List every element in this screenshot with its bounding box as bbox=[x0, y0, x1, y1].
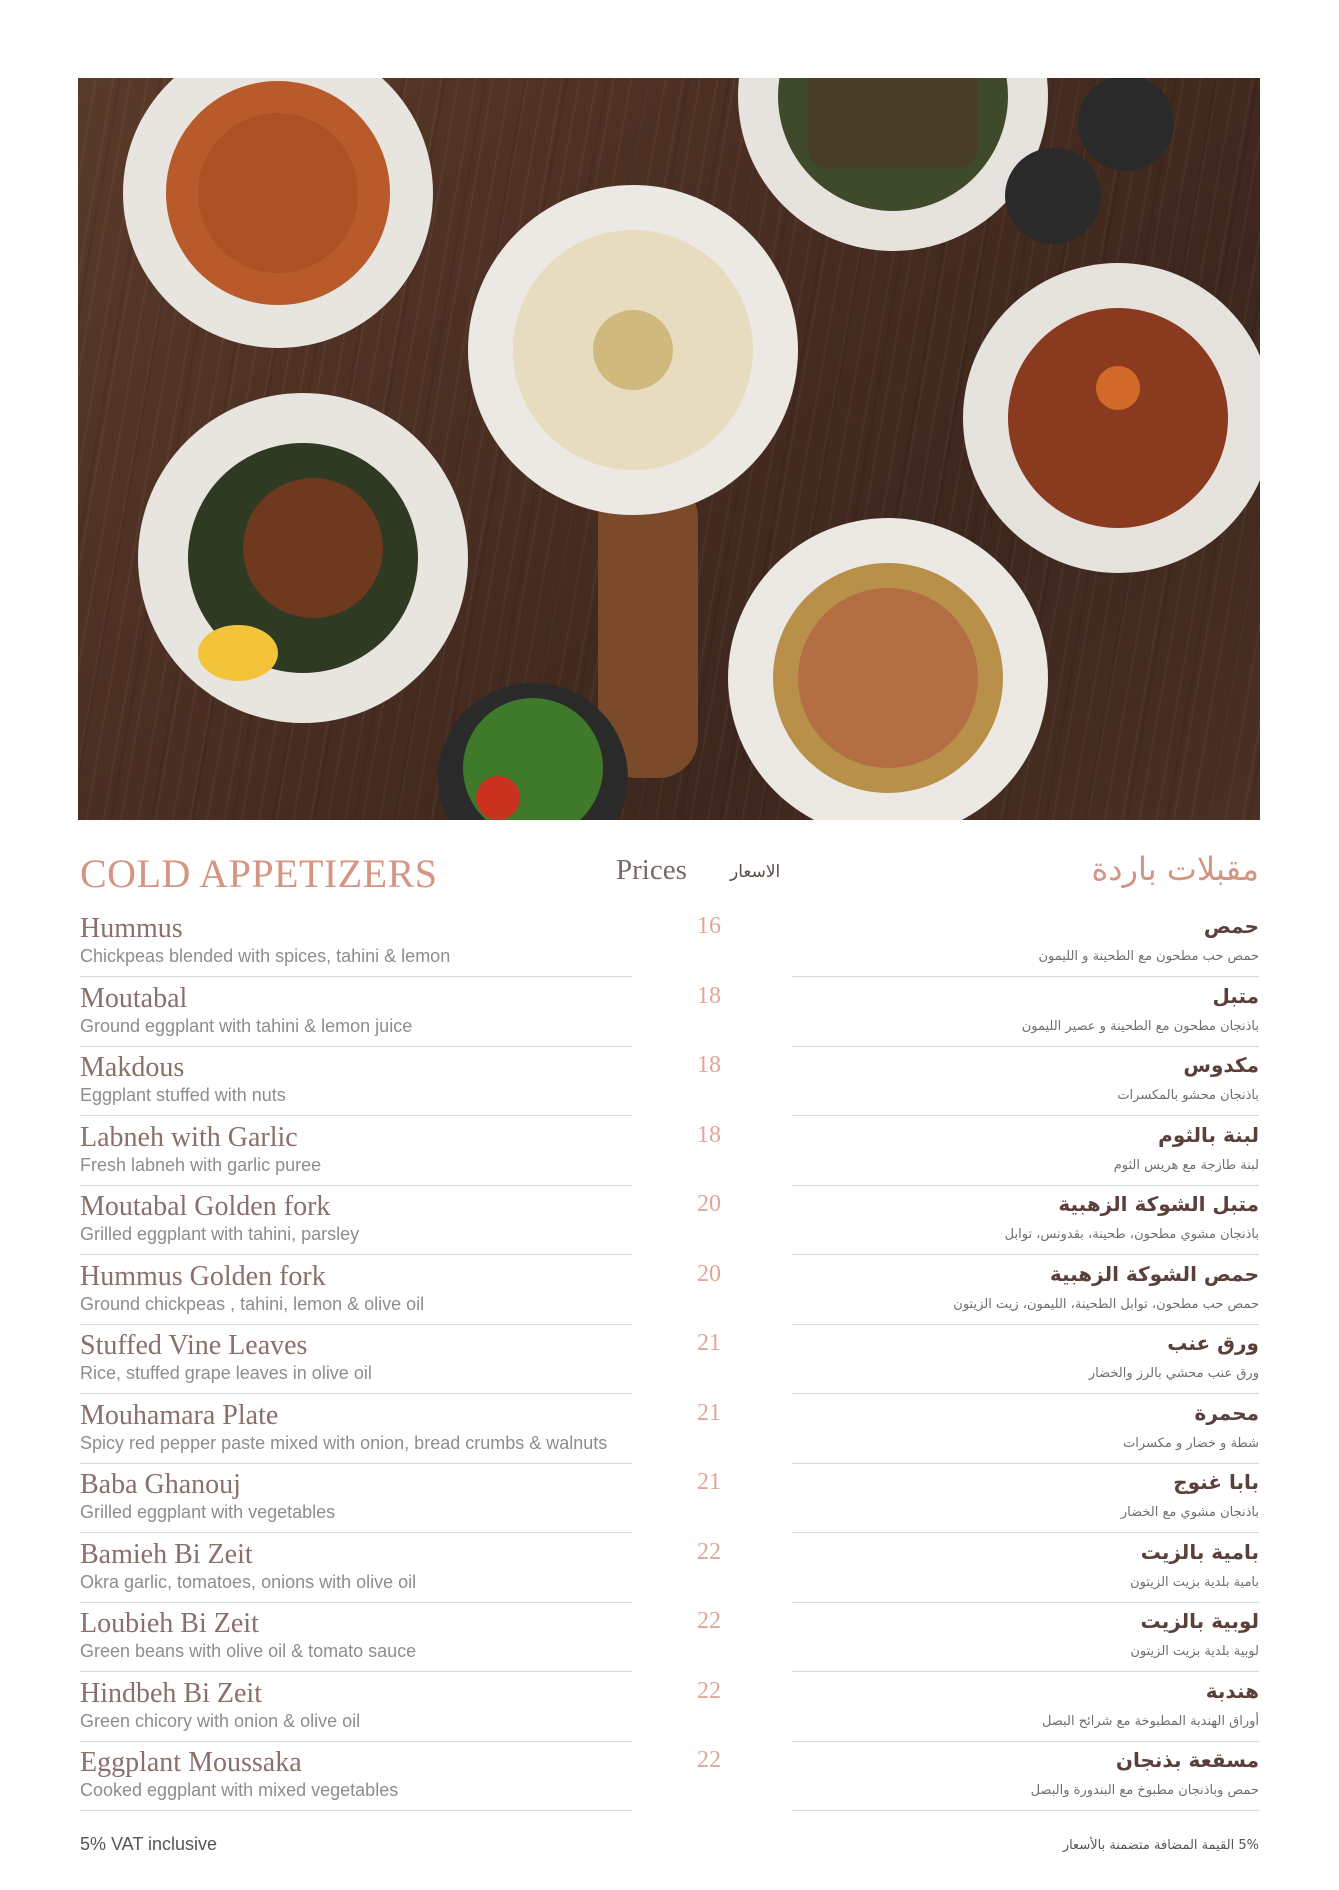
divider bbox=[792, 1115, 1259, 1116]
item-price: 21 bbox=[697, 1469, 721, 1495]
menu-item bbox=[0, 1191, 1339, 1261]
divider bbox=[792, 1741, 1259, 1742]
divider bbox=[80, 1254, 632, 1255]
item-name-ar: لبنة بالثوم bbox=[1158, 1122, 1259, 1147]
item-name-en: Labneh with Garlic bbox=[80, 1121, 298, 1153]
divider bbox=[80, 1463, 632, 1464]
item-price: 18 bbox=[697, 982, 721, 1009]
divider bbox=[80, 1741, 632, 1742]
item-name-en: Mouhamara Plate bbox=[80, 1399, 279, 1431]
item-price: 20 bbox=[697, 1191, 721, 1217]
divider bbox=[80, 976, 632, 977]
item-name-ar: هندبة bbox=[1205, 1678, 1259, 1703]
item-description-ar: باذنجان مشوي مع الخضار bbox=[1120, 1505, 1259, 1520]
item-description-ar: باذنجان مشوي مطحون، طحينة، بقدونس، توابل bbox=[1004, 1227, 1259, 1242]
item-name-ar: حمص الشوكة الزهبية bbox=[1049, 1261, 1259, 1286]
divider bbox=[80, 1671, 632, 1672]
item-description-en: Green chicory with onion & olive oil bbox=[80, 1710, 361, 1731]
item-name-ar: متبل الشوكة الزهبية bbox=[1058, 1192, 1259, 1216]
item-description-ar: لوبية بلدية بزيت الزيتون bbox=[1130, 1644, 1259, 1659]
item-description-ar: ورق عنب محشي بالرز والخضار bbox=[1088, 1366, 1259, 1381]
item-name-en: Hummus bbox=[80, 913, 183, 944]
item-name-ar: لوبية بالزيت bbox=[1140, 1609, 1259, 1633]
prices-label-ar: الاسعار bbox=[730, 862, 781, 882]
menu-item bbox=[0, 1747, 1339, 1817]
divider bbox=[792, 1185, 1259, 1186]
divider bbox=[792, 1602, 1259, 1603]
menu-item bbox=[0, 1400, 1339, 1470]
menu-item bbox=[0, 1052, 1339, 1122]
divider bbox=[792, 1532, 1259, 1533]
divider bbox=[792, 1810, 1259, 1811]
menu-item bbox=[0, 1330, 1339, 1400]
divider bbox=[80, 1532, 632, 1533]
item-price: 18 bbox=[697, 1121, 721, 1148]
vat-note-en: 5% VAT inclusive bbox=[80, 1834, 218, 1854]
item-name-en: Loubieh Bi Zeit bbox=[80, 1608, 259, 1639]
item-description-en: Green beans with olive oil & tomato sauce bbox=[80, 1641, 417, 1661]
section-title-en: COLD APPETIZERS bbox=[80, 851, 438, 896]
item-name-en: Eggplant Moussaka bbox=[80, 1747, 302, 1778]
item-price: 16 bbox=[697, 913, 721, 939]
item-description-en: Ground eggplant with tahini & lemon juice bbox=[80, 1015, 413, 1036]
menu-item bbox=[0, 1608, 1339, 1678]
item-name-ar: مكدوس bbox=[1183, 1053, 1259, 1077]
divider bbox=[80, 1185, 632, 1186]
item-description-ar: شطة و خضار و مكسرات bbox=[1123, 1435, 1259, 1451]
divider bbox=[792, 1393, 1259, 1394]
item-description-en: Grilled eggplant with vegetables bbox=[80, 1502, 336, 1522]
item-name-en: Baba Ghanouj bbox=[80, 1469, 241, 1500]
menu-item bbox=[0, 983, 1339, 1053]
divider bbox=[792, 1254, 1259, 1255]
item-price: 22 bbox=[697, 1677, 721, 1704]
item-name-en: Bamieh Bi Zeit bbox=[80, 1538, 253, 1570]
divider bbox=[792, 1324, 1259, 1325]
item-description-ar: أوراق الهندبة المطبوخة مع شرائح البصل bbox=[1041, 1713, 1259, 1729]
item-description-ar: حمص حب مطحون، توابل الطحينة، الليمون، زيت الزيتون bbox=[953, 1296, 1259, 1312]
item-description-ar: لبنة طازجة مع هريس الثوم bbox=[1113, 1157, 1259, 1173]
item-price: 20 bbox=[697, 1260, 721, 1287]
item-name-en: Hummus Golden fork bbox=[80, 1260, 326, 1292]
divider bbox=[792, 1046, 1259, 1047]
divider bbox=[792, 1671, 1259, 1672]
food-photo bbox=[78, 78, 1260, 820]
item-description-ar: باذنجان مطحون مع الطحينة و عصير الليمون bbox=[1021, 1018, 1259, 1034]
item-description-en: Grilled eggplant with tahini, parsley bbox=[80, 1224, 360, 1244]
item-name-en: Hindbeh Bi Zeit bbox=[80, 1677, 262, 1709]
menu-item bbox=[0, 1261, 1339, 1331]
item-price: 21 bbox=[697, 1330, 721, 1356]
divider bbox=[80, 1115, 632, 1116]
item-description-en: Eggplant stuffed with nuts bbox=[80, 1085, 286, 1105]
item-price: 22 bbox=[697, 1747, 721, 1773]
divider bbox=[80, 1393, 632, 1394]
item-description-en: Spicy red pepper paste mixed with onion, bread crumbs & walnuts bbox=[80, 1432, 608, 1453]
menu-item bbox=[0, 1678, 1339, 1748]
item-name-en: Makdous bbox=[80, 1052, 185, 1083]
menu-item bbox=[0, 1539, 1339, 1609]
item-description-en: Chickpeas blended with spices, tahini & lemon bbox=[80, 946, 451, 966]
item-description-ar: حمص وباذنجان مطبوخ مع البندورة والبصل bbox=[1030, 1783, 1259, 1798]
divider bbox=[80, 1810, 632, 1811]
item-price: 18 bbox=[697, 1052, 721, 1078]
divider bbox=[80, 1602, 632, 1603]
salt-shaker bbox=[1005, 148, 1101, 244]
food-photo-illustration bbox=[78, 78, 1260, 820]
item-name-en: Moutabal bbox=[80, 982, 188, 1014]
pepper-shaker bbox=[1078, 78, 1174, 171]
item-name-ar: ورق عنب bbox=[1167, 1331, 1259, 1355]
item-description-en: Okra garlic, tomatoes, onions with olive oil bbox=[80, 1571, 417, 1592]
item-name-ar: بابا غنوج bbox=[1173, 1470, 1259, 1494]
item-name-ar: بامية بالزيت bbox=[1140, 1539, 1259, 1564]
item-description-en: Rice, stuffed grape leaves in olive oil bbox=[80, 1363, 372, 1383]
item-description-ar: بامية بلدية بزيت الزيتون bbox=[1130, 1574, 1259, 1590]
item-price: 22 bbox=[697, 1538, 721, 1565]
item-description-ar: حمص حب مطحون مع الطحينة و الليمون bbox=[1038, 949, 1259, 964]
item-description-en: Cooked eggplant with mixed vegetables bbox=[80, 1780, 399, 1800]
menu-item bbox=[0, 913, 1339, 983]
item-name-en: Moutabal Golden fork bbox=[80, 1191, 331, 1222]
item-price: 22 bbox=[697, 1608, 721, 1634]
menu-item bbox=[0, 1469, 1339, 1539]
item-price: 21 bbox=[697, 1399, 721, 1426]
vat-note-ar: 5% القيمة المضافة متضمنة بالأسعار bbox=[1062, 1838, 1259, 1853]
item-name-ar: محمرة bbox=[1194, 1400, 1259, 1425]
item-name-ar: متبل bbox=[1212, 983, 1259, 1008]
item-name-en: Stuffed Vine Leaves bbox=[80, 1330, 308, 1361]
menu-item bbox=[0, 1122, 1339, 1192]
prices-label-en: Prices bbox=[616, 854, 687, 886]
divider bbox=[80, 1324, 632, 1325]
divider bbox=[792, 1463, 1259, 1464]
section-title-ar: مقبلات باردة bbox=[1091, 850, 1259, 888]
divider bbox=[80, 1046, 632, 1047]
item-description-ar: باذنجان محشو بالمكسرات bbox=[1117, 1088, 1259, 1103]
item-name-ar: حمص bbox=[1203, 914, 1259, 938]
divider bbox=[792, 976, 1259, 977]
item-description-en: Fresh labneh with garlic puree bbox=[80, 1154, 322, 1175]
item-name-ar: مسقعة بذنجان bbox=[1115, 1748, 1259, 1772]
item-description-en: Ground chickpeas , tahini, lemon & olive oil bbox=[80, 1293, 425, 1314]
